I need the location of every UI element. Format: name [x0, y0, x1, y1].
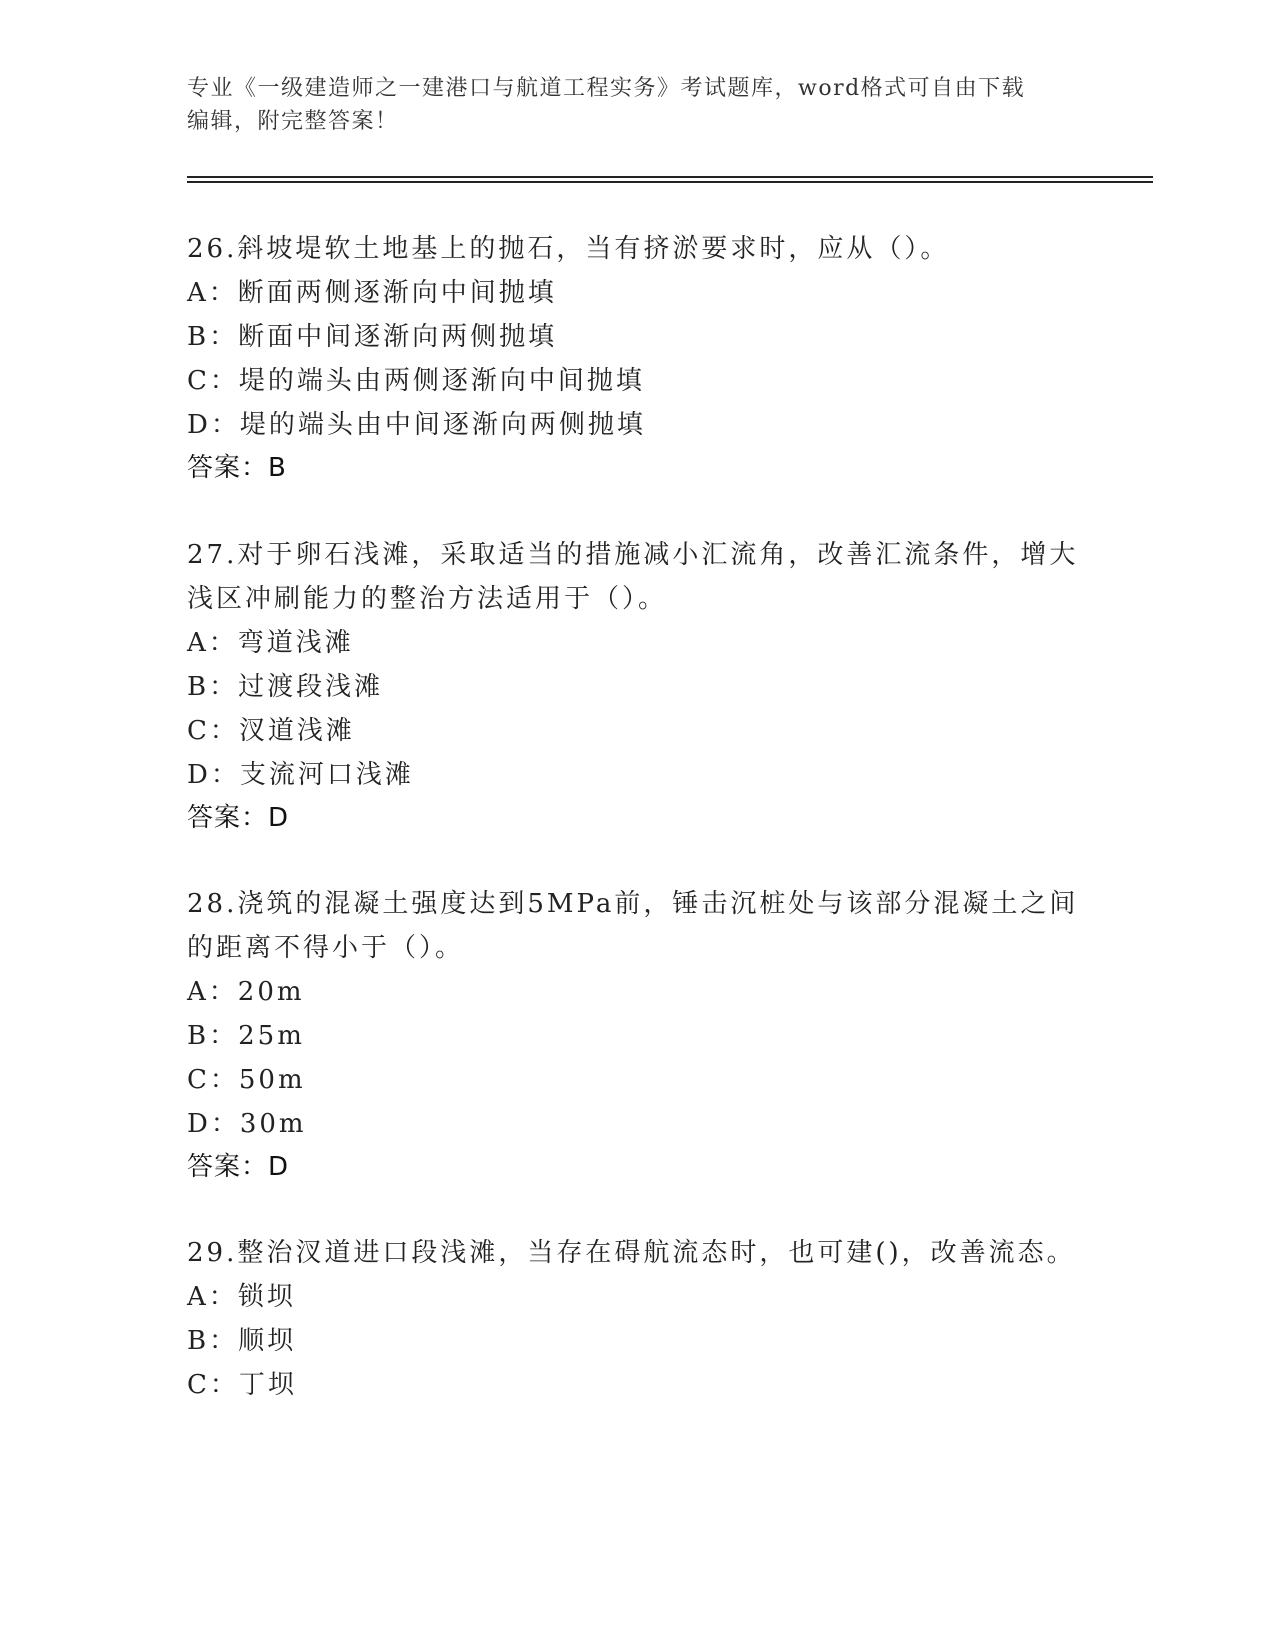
question-26-option-d: D：堤的端头由中间逐渐向两侧抛填 — [187, 410, 646, 440]
question-29-stem: 29.整治汊道进口段浅滩，当存在碍航流态时，也可建()，改善流态。 — [187, 1238, 1076, 1268]
document-header — [187, 72, 1087, 138]
question-27-stem-line-1: 27.对于卵石浅滩，采取适当的措施减小汇流角，改善汇流条件，增大 — [187, 540, 1079, 570]
question-29-option-b: B：顺坝 — [187, 1326, 297, 1356]
question-26-option-a: A：断面两侧逐渐向中间抛填 — [187, 278, 557, 308]
question-27-option-c: C：汊道浅滩 — [187, 716, 355, 746]
question-28-answer: 答案：D — [187, 1152, 290, 1182]
question-28-option-d: D：30m — [187, 1109, 307, 1139]
question-27-answer: 答案：D — [187, 803, 290, 833]
question-26-option-b: B：断面中间逐渐向两侧抛填 — [187, 322, 558, 352]
header-divider-top — [187, 176, 1153, 178]
question-28-stem-line-1: 28.浇筑的混凝土强度达到5MPa前，锤击沉桩处与该部分混凝土之间 — [187, 889, 1079, 919]
header-divider-bottom — [187, 181, 1153, 183]
question-29-option-c: C：丁坝 — [187, 1370, 297, 1400]
question-28-stem-line-2: 的距离不得小于（）。 — [187, 933, 465, 963]
header-line-2: 编辑，附完整答案！ — [187, 109, 399, 134]
question-28-option-c: C：50m — [187, 1065, 306, 1095]
question-28-option-b: B：25m — [187, 1021, 305, 1051]
question-27-option-b: B：过渡段浅滩 — [187, 672, 384, 702]
question-26-answer: 答案：B — [187, 453, 287, 483]
question-26-option-c: C：堤的端头由两侧逐渐向中间抛填 — [187, 366, 645, 396]
question-28-option-a: A：20m — [187, 977, 305, 1007]
question-27-option-d: D：支流河口浅滩 — [187, 760, 414, 790]
header-line-1: 专业《一级建造师之一建港口与航道工程实务》考试题库，word格式可自由下载 — [187, 76, 1026, 101]
question-27-option-a: A：弯道浅滩 — [187, 628, 354, 658]
question-29-option-a: A：锁坝 — [187, 1282, 296, 1312]
question-26-stem: 26.斜坡堤软土地基上的抛石，当有挤淤要求时，应从（）。 — [187, 234, 950, 264]
question-27-stem-line-2: 浅区冲刷能力的整治方法适用于（）。 — [187, 584, 668, 614]
